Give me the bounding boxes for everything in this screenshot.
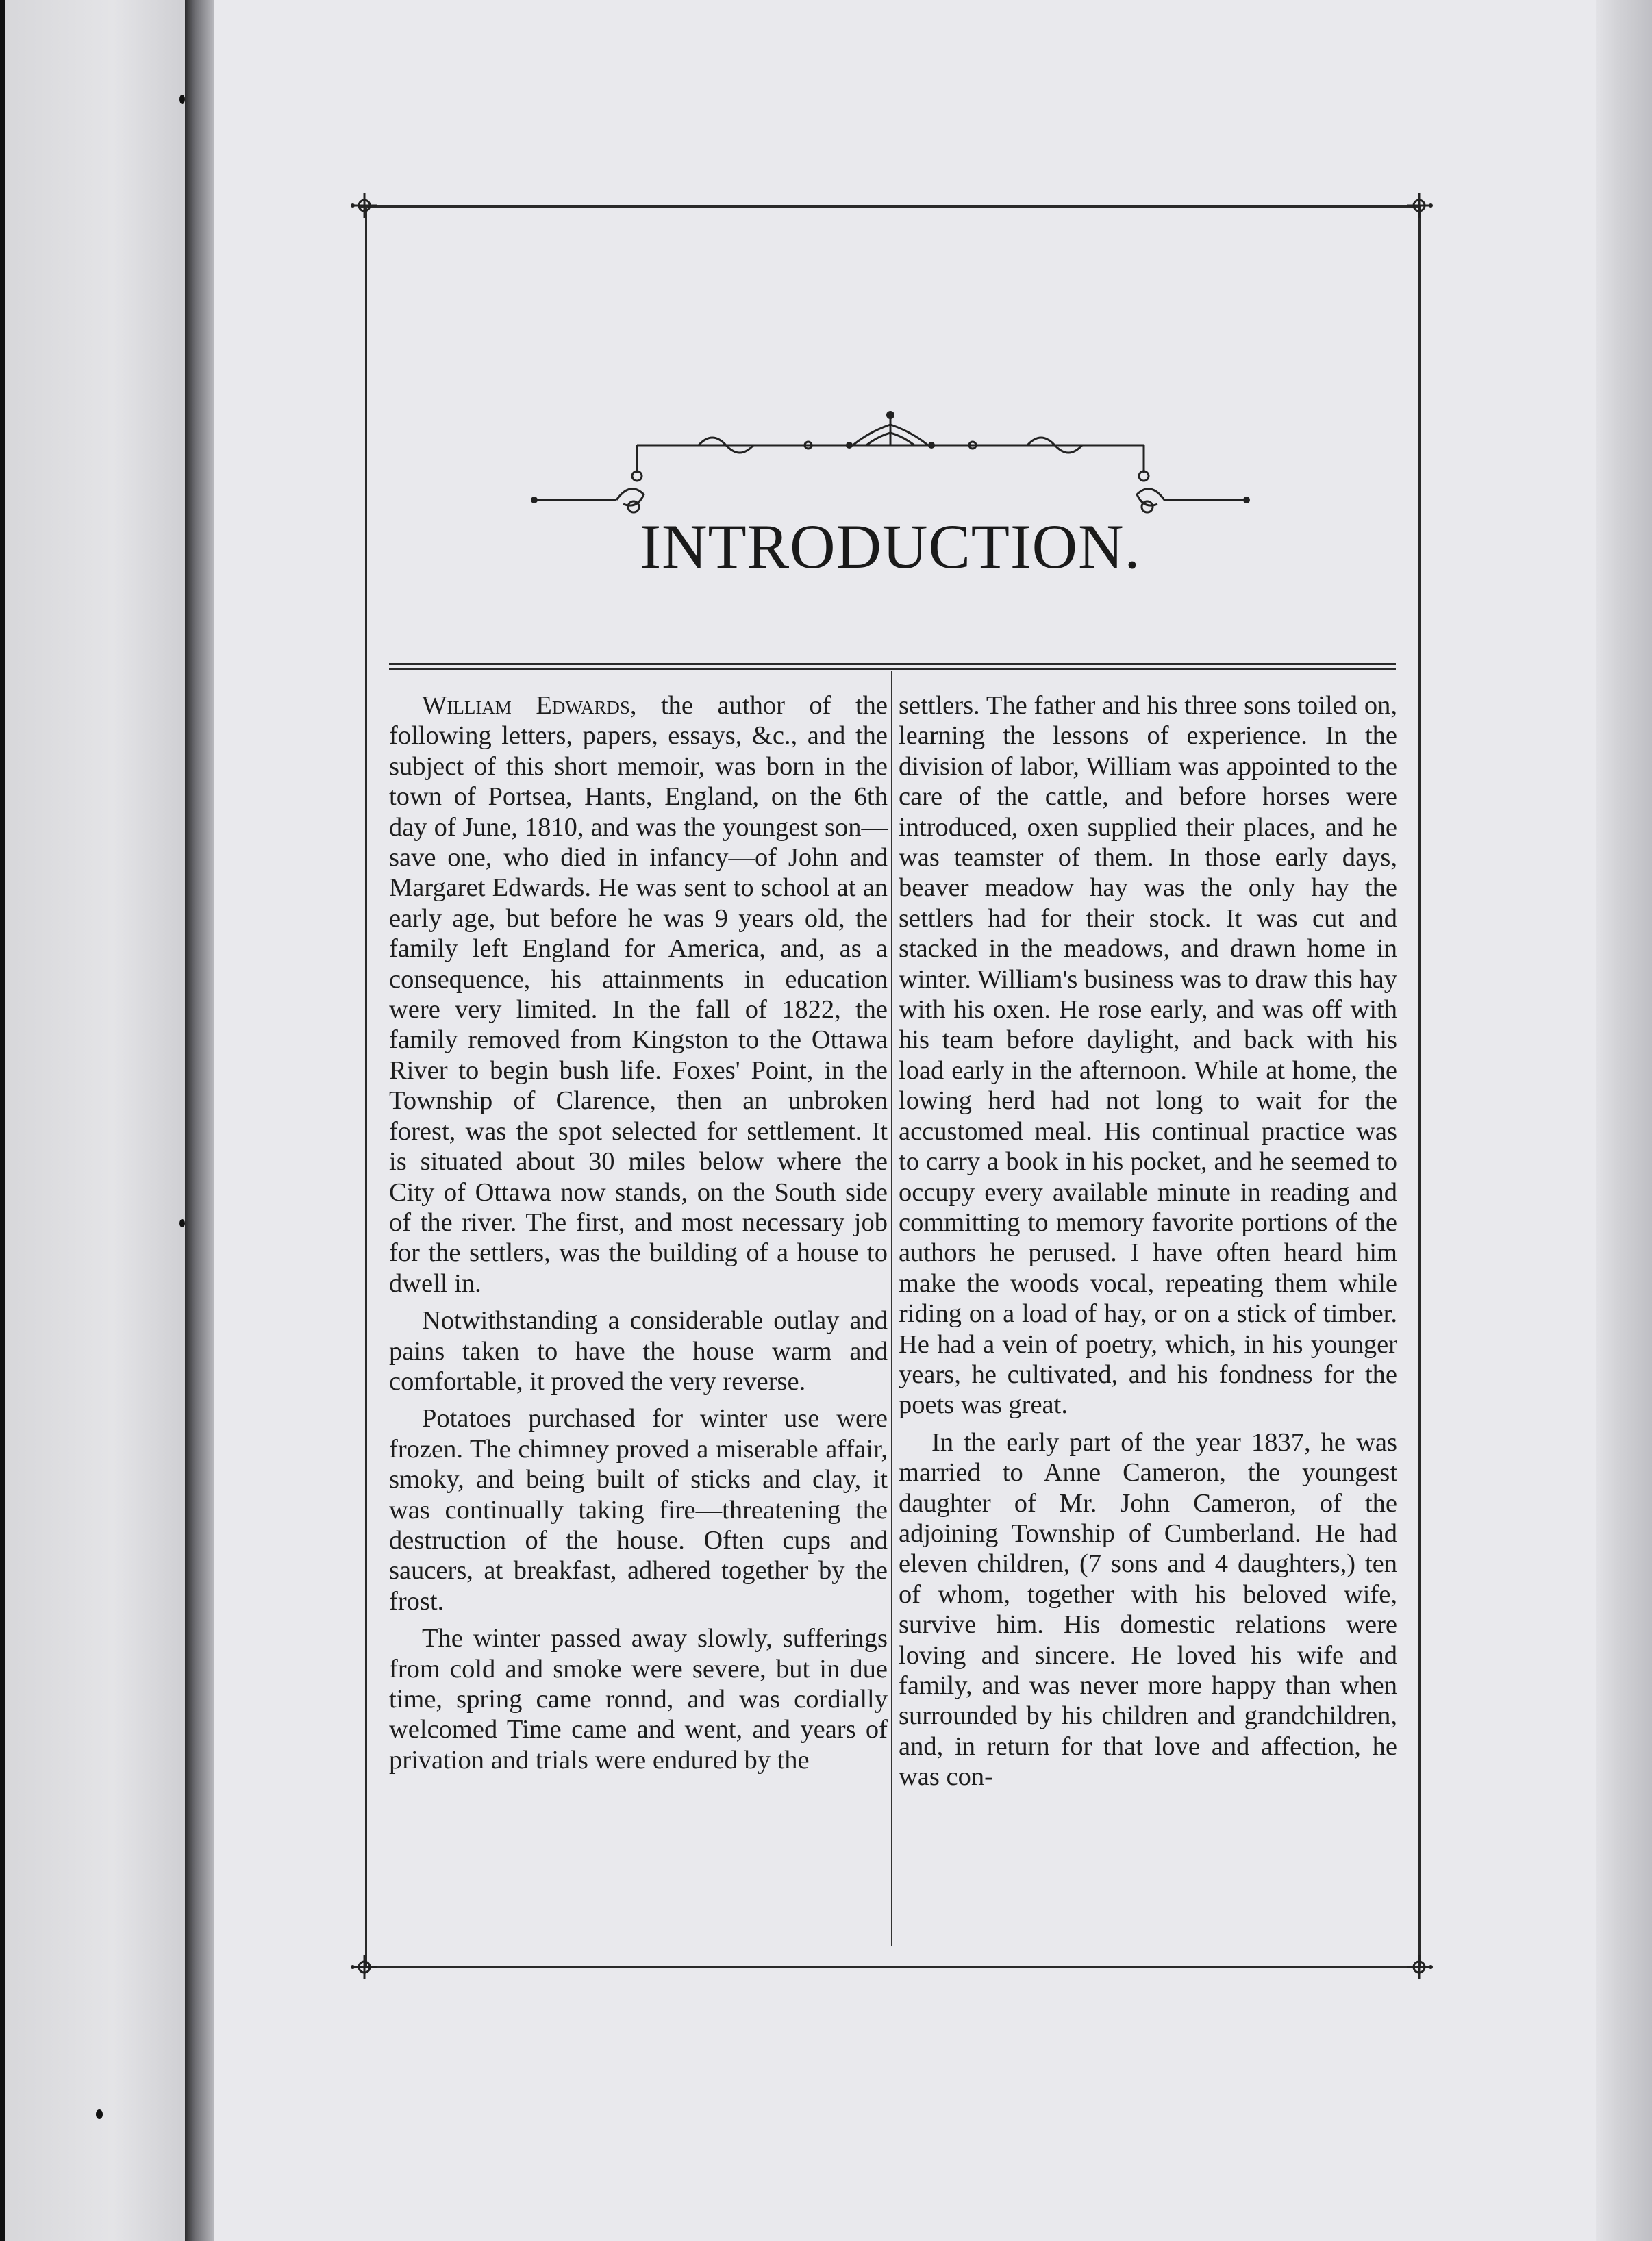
corner-ornament-icon (1405, 1953, 1433, 1981)
ink-speck (179, 95, 185, 104)
page-edge (1596, 0, 1652, 2241)
paragraph: Notwithstanding a considerable outlay and pains taken to have the house warm and comfortable, it proved the very reverse. (389, 1306, 888, 1396)
right-column (899, 690, 1397, 1792)
paragraph (389, 690, 888, 1299)
border-left (365, 205, 367, 1968)
section-rule (389, 668, 1396, 670)
previous-page-strip (5, 0, 185, 2241)
binding-gutter (185, 0, 214, 2241)
paragraph: The winter passed away slowly, sufferings from cold and smoke were severe, but in due time, spring came ronnd, and was cordially welcomed Time came and went, and years of privation and trials were endured by the (389, 1624, 888, 1775)
paragraph-text: , the author of the following letters, papers, essays, &c., and the subject of this short memoir, was born in the town of Portsea, Hants, England, on the 6th day of June, 1810, and was the youngest son—save one, who died in infancy—of John and Margaret Edwards. He was sent to school at an early age, but before he was 9 years old, the family left England for America, and, as a consequence, his attainments in education were very limited. In the fall of 1822, the family removed from Kingston to the Ottawa River to begin bush life. Foxes' Point, in the Township of Clarence, then an unbroken forest, was the spot selected for settlement. It is situated about 30 miles below where the City of Ottawa now stands, on the South side of the river. The first, and most necessary job for the settlers, was the building of a house to dwell in. (389, 691, 888, 1298)
heading-ornament-icon (527, 404, 1253, 527)
corner-ornament-icon (1405, 192, 1433, 219)
scan-edge (0, 0, 5, 2241)
ink-speck (96, 2109, 103, 2119)
paragraph: In the early part of the year 1837, he was married to Anne Cameron, the youngest daughter of Mr. John Cameron, of the adjoining Township of Cumberland. He had eleven children, (7 sons and 4 daughters,) ten of whom, together with his beloved wife, survive him. His domestic relations were loving and sincere. He loved his wife and family, and was never more happy than when surrounded by his children and grandchildren, and, in return for that love and affection, he was con- (899, 1427, 1397, 1792)
author-name: William Edwards (422, 691, 630, 720)
border-bottom (358, 1966, 1421, 1968)
column-divider (891, 671, 892, 1946)
corner-ornament-icon (351, 1953, 378, 1981)
left-column (389, 690, 888, 1775)
corner-ornament-icon (351, 192, 378, 219)
ink-speck (179, 1219, 185, 1227)
paragraph: settlers. The father and his three sons toiled on, learning the lessons of experience. In the division of labor, William was appointed to the care of the cattle, and before horses were introduced, oxen supplied their places, and he was teamster of them. In those early days, beaver meadow hay was the only hay the settlers had for their stock. It was cut and stacked in the meadows, and drawn home in winter. William's business was to draw this hay with his oxen. He rose early, and was off with his team before daylight, and back with his load early in the afternoon. While at home, the lowing herd had not long to wait for the accustomed meal. His continual practice was to carry a book in his pocket, and he seemed to occupy every available minute in reading and committing to memory favorite portions of the authors he perused. I have often heard him make the woods vocal, repeating them while riding on a load of hay, or on a stick of timber. He had a vein of poetry, which, in his younger years, he cultivated, and his fondness for the poets was great. (899, 691, 1397, 1420)
page-title: INTRODUCTION. (640, 511, 1141, 581)
paragraph: Potatoes purchased for winter use were frozen. The chimney proved a miserable affair, smoky, and being built of sticks and clay, it was continually taking fire—threatening the destruction of the house. Often cups and saucers, at breakfast, adhered together by the frost. (389, 1404, 888, 1616)
section-rule (389, 663, 1396, 665)
border-right (1418, 205, 1421, 1968)
border-top (358, 205, 1421, 208)
